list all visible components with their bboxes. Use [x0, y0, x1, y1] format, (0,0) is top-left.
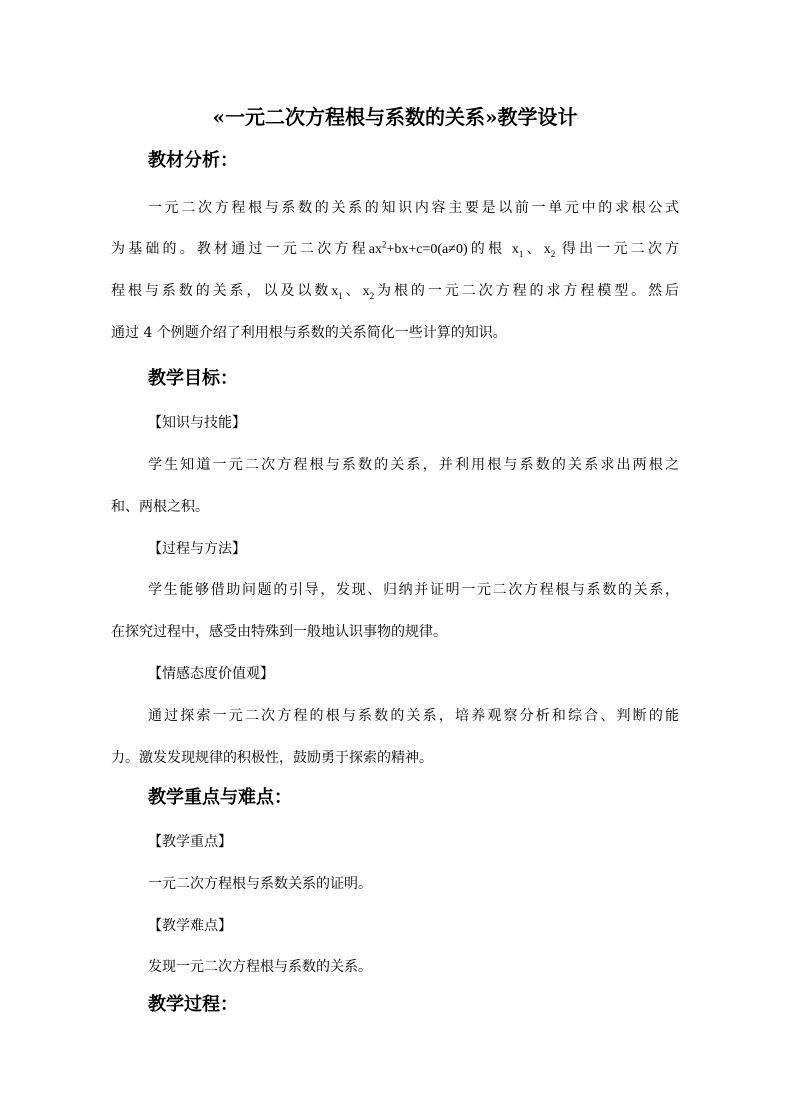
analysis-line-3 [111, 281, 679, 302]
section-heading-process: 教学过程： [148, 994, 238, 1015]
process-line-2: 在探究过程中，感受由特殊到一般地认识事物的规律。 [111, 624, 447, 640]
var-x: x [543, 242, 551, 257]
subsection-label-emotion: 【情感态度价值观】 [148, 666, 274, 682]
analysis-text: 为基础的。教材通过一元二次方程 [111, 241, 369, 257]
analysis-line-1: 一元二次方程根与系数的关系的知识内容主要是以前一单元中的求根公式 [148, 200, 679, 216]
page-title: «一元二次方程根与系数的关系»教学设计 [212, 105, 578, 129]
var-x: x [511, 242, 519, 257]
subscript: 1 [338, 290, 343, 301]
emotion-line-1: 通过探索一元二次方程的根与系数的关系，培养观察分析和综合、判断的能 [148, 708, 679, 724]
root-x2 [363, 284, 375, 299]
section-heading-analysis: 教材分析： [148, 150, 238, 171]
root-x2 [544, 242, 562, 257]
analysis-text: 程根与系数的关系，以及以数 [111, 283, 332, 299]
equation [368, 239, 468, 257]
difficulty-text: 发现一元二次方程根与系数的关系。 [148, 959, 372, 975]
separator: 、 [523, 241, 544, 257]
section-heading-key-points: 教学重点与难点： [148, 787, 292, 808]
root-x1 [505, 242, 523, 257]
separator: 、 [342, 283, 363, 299]
analysis-line-2 [111, 239, 679, 260]
equation-part: +bx+c=0(a≠0) [386, 242, 468, 257]
analysis-line-4: 通过 4 个例题介绍了利用根与系数的关系简化一些计算的知识。 [111, 325, 507, 341]
analysis-text: 得出一元二次方 [561, 241, 679, 257]
equation-part: ax [368, 242, 382, 257]
knowledge-line-1: 学生知道一元二次方程根与系数的关系，并利用根与系数的关系求出两根之 [148, 457, 679, 473]
subsection-label-difficulty: 【教学难点】 [148, 918, 232, 934]
var-x: x [362, 284, 370, 299]
subscript: 2 [550, 248, 556, 259]
root-x1 [331, 284, 343, 299]
subscript: 1 [518, 248, 524, 259]
subsection-label-knowledge: 【知识与技能】 [148, 415, 246, 431]
emotion-line-2: 力。激发发现规律的积极性，鼓励勇于探索的精神。 [111, 750, 433, 766]
section-heading-goals: 教学目标： [148, 368, 238, 389]
var-x: x [331, 284, 339, 299]
process-line-1: 学生能够借助问题的引导，发现、归纳并证明一元二次方程根与系数的关系， [148, 582, 679, 598]
equation-superscript: 2 [381, 239, 387, 250]
subscript: 2 [369, 290, 375, 301]
analysis-text: 为根的一元二次方程的求方程模型。然后 [374, 283, 679, 299]
knowledge-line-2: 和、两根之积。 [111, 499, 209, 515]
analysis-text: 的根 [467, 241, 506, 257]
subsection-label-focus: 【教学重点】 [148, 834, 232, 850]
subsection-label-process: 【过程与方法】 [148, 541, 246, 557]
focus-text: 一元二次方程根与系数关系的证明。 [148, 876, 372, 892]
